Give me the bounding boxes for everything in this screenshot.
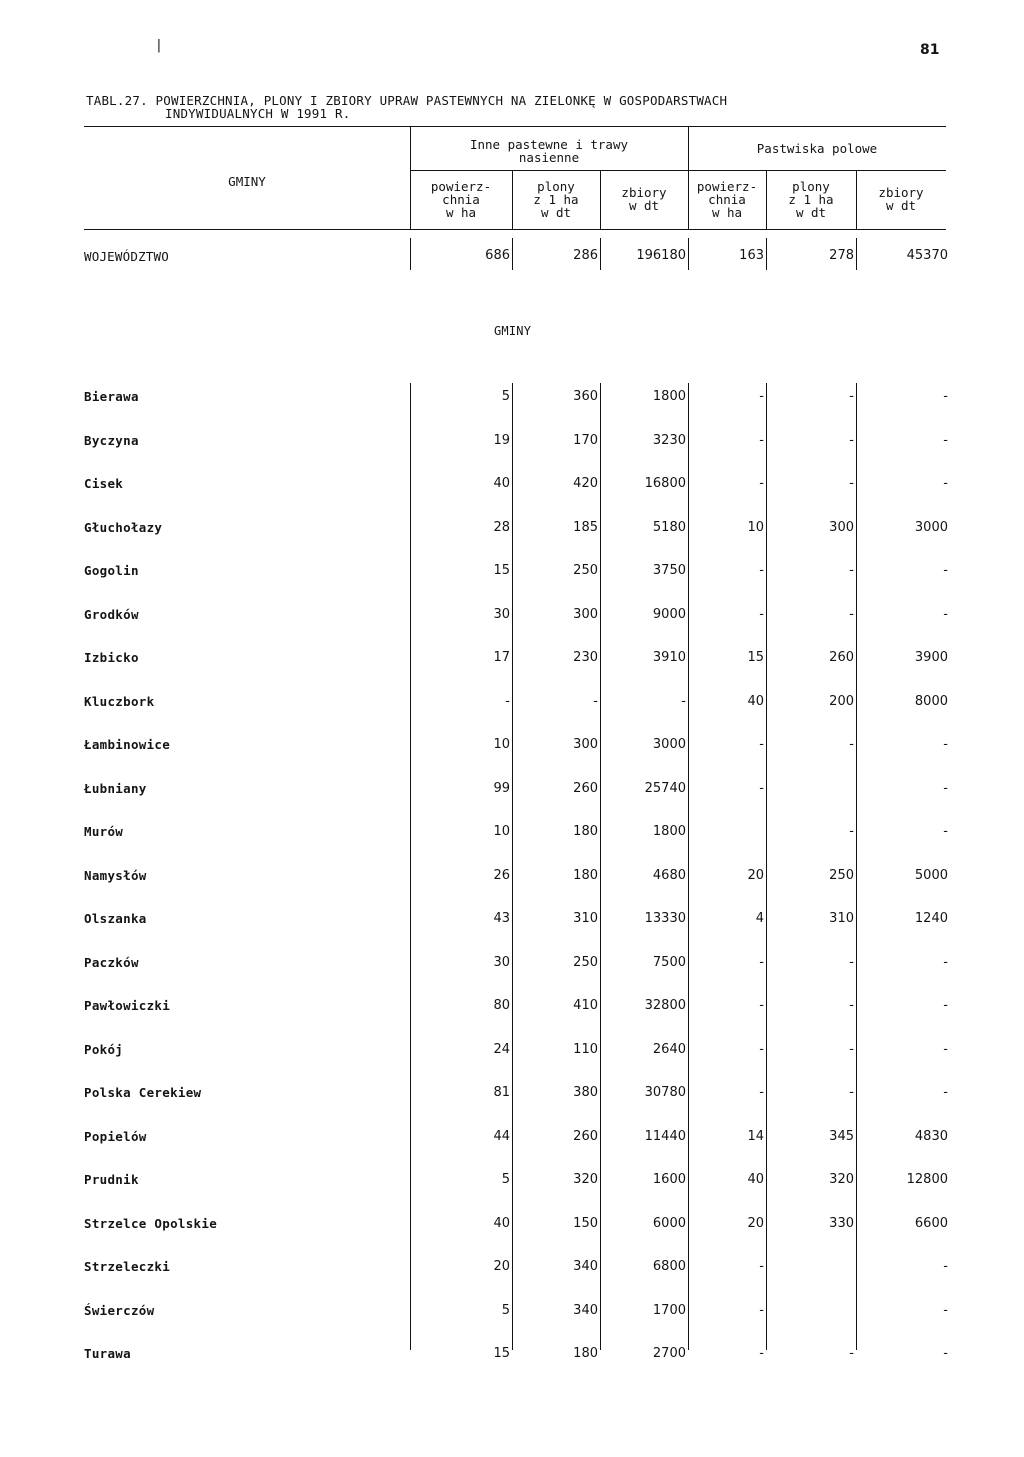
table-row-name: Izbicko bbox=[84, 650, 139, 665]
page-number: 81 bbox=[920, 42, 940, 58]
total-row-divider bbox=[856, 238, 857, 270]
table-cell: - bbox=[943, 1346, 948, 1361]
table-cell: 360 bbox=[573, 389, 598, 404]
table-cell: 19 bbox=[493, 432, 510, 448]
total-row-label: WOJEWÓDZTWO bbox=[84, 249, 169, 264]
total-row-divider bbox=[688, 238, 689, 270]
table-cell: 180 bbox=[573, 824, 598, 839]
table-row-name: Pokój bbox=[84, 1041, 124, 1057]
total-row-value: 686 bbox=[485, 248, 510, 263]
table-cell: - bbox=[849, 1085, 854, 1100]
table-cell: 150 bbox=[573, 1215, 598, 1231]
table-cell: 43 bbox=[493, 911, 510, 926]
table-column-divider bbox=[410, 383, 411, 1350]
table-cell: 3000 bbox=[914, 519, 948, 535]
table-cell: 320 bbox=[573, 1172, 598, 1187]
table-title-line-2: INDYWIDUALNYCH W 1991 R. bbox=[165, 106, 351, 121]
total-row-divider bbox=[512, 238, 513, 270]
section-label: GMINY bbox=[494, 324, 532, 338]
table-title-line-1: TABL.27. POWIERZCHNIA, PLONY I ZBIORY UPRAW PASTEWNYCH NA ZIELONKĘ W GOSPODARSTWACH bbox=[86, 93, 728, 108]
header-gminy: GMINY bbox=[228, 174, 266, 189]
table-cell: - bbox=[943, 476, 948, 491]
total-row-value: 286 bbox=[573, 248, 598, 263]
table-cell: 5000 bbox=[914, 867, 948, 883]
table-column-divider bbox=[766, 383, 767, 1350]
header-bottom-rule bbox=[84, 229, 946, 230]
table-cell: - bbox=[849, 998, 854, 1013]
table-row-name: Grodków bbox=[84, 606, 139, 622]
table-cell: - bbox=[943, 1085, 948, 1100]
total-row-value: 163 bbox=[739, 248, 764, 263]
table-cell: - bbox=[759, 737, 764, 752]
column-header: w ha bbox=[445, 205, 477, 220]
table-cell: 380 bbox=[573, 1085, 598, 1100]
table-cell: 20 bbox=[747, 1215, 764, 1231]
table-cell: 14 bbox=[747, 1128, 764, 1144]
header-group-rule bbox=[410, 170, 946, 171]
table-cell: 44 bbox=[493, 1128, 510, 1144]
table-cell: - bbox=[849, 432, 854, 448]
table-cell: - bbox=[943, 1302, 948, 1318]
column-header: zbiory bbox=[621, 185, 667, 200]
table-cell: 110 bbox=[573, 1041, 598, 1057]
table-cell: 310 bbox=[829, 911, 854, 926]
table-cell: 5 bbox=[501, 1172, 510, 1187]
table-row-name: Paczków bbox=[84, 954, 139, 970]
table-cell: - bbox=[943, 432, 948, 448]
table-cell: 260 bbox=[829, 650, 854, 665]
table-cell: 40 bbox=[747, 693, 764, 709]
column-header: w ha bbox=[711, 205, 743, 220]
table-cell: - bbox=[849, 606, 854, 622]
total-row-value: 196180 bbox=[636, 248, 686, 263]
table-cell: - bbox=[849, 389, 854, 404]
table-cell: 15 bbox=[493, 563, 510, 578]
table-cell: 6800 bbox=[652, 1259, 686, 1274]
table-cell: 30780 bbox=[644, 1085, 686, 1100]
table-cell: 300 bbox=[829, 519, 854, 535]
table-cell: - bbox=[943, 954, 948, 970]
table-cell: - bbox=[759, 1302, 764, 1318]
table-row-name: Łubniany bbox=[84, 780, 147, 796]
table-cell: - bbox=[943, 1041, 948, 1057]
table-cell: 32800 bbox=[644, 998, 686, 1013]
table-row-name: Cisek bbox=[84, 476, 124, 491]
table-row-name: Głuchołazy bbox=[84, 519, 163, 535]
table-cell: 340 bbox=[573, 1302, 598, 1318]
table-cell: 30 bbox=[493, 954, 510, 970]
table-cell: 230 bbox=[573, 650, 598, 665]
table-cell: 3910 bbox=[652, 650, 686, 665]
table-column-divider bbox=[688, 383, 689, 1350]
table-cell: 8000 bbox=[914, 693, 948, 709]
table-cell: - bbox=[849, 1346, 854, 1361]
table-cell: 410 bbox=[573, 998, 598, 1013]
table-cell: 30 bbox=[493, 606, 510, 622]
table-cell: - bbox=[849, 737, 854, 752]
table-cell: 5 bbox=[501, 389, 510, 404]
table-cell: - bbox=[505, 693, 510, 709]
column-header: plony bbox=[537, 179, 575, 194]
table-cell: 1800 bbox=[652, 389, 686, 404]
table-column-divider bbox=[856, 383, 857, 1350]
table-cell: 250 bbox=[573, 954, 598, 970]
table-cell: 4830 bbox=[914, 1128, 948, 1144]
table-cell: 13330 bbox=[644, 911, 686, 926]
table-cell: - bbox=[759, 563, 764, 578]
table-cell: 320 bbox=[829, 1172, 854, 1187]
table-cell: - bbox=[759, 476, 764, 491]
table-cell: - bbox=[593, 693, 598, 709]
table-cell: - bbox=[759, 1346, 764, 1361]
table-row-name: Prudnik bbox=[84, 1172, 139, 1187]
table-cell: 185 bbox=[573, 519, 598, 535]
table-cell: 1600 bbox=[652, 1172, 686, 1187]
table-cell: 24 bbox=[493, 1041, 510, 1057]
table-row-name: Byczyna bbox=[84, 432, 139, 448]
table-column-divider bbox=[512, 383, 513, 1350]
table-cell: - bbox=[849, 476, 854, 491]
table-cell: 40 bbox=[493, 476, 510, 491]
column-header: w dt bbox=[795, 205, 827, 220]
table-cell: - bbox=[759, 432, 764, 448]
table-cell: 2700 bbox=[652, 1346, 686, 1361]
table-cell: 1800 bbox=[652, 824, 686, 839]
table-row-name: Gogolin bbox=[84, 563, 139, 578]
table-cell: - bbox=[759, 1041, 764, 1057]
table-cell: 10 bbox=[747, 519, 764, 535]
table-cell: - bbox=[759, 780, 764, 796]
column-header: w dt bbox=[540, 205, 572, 220]
table-row-name: Olszanka bbox=[84, 911, 147, 926]
table-row-name: Polska Cerekiew bbox=[84, 1085, 202, 1100]
table-cell: 25740 bbox=[644, 780, 686, 796]
header-group-1-line-1: Inne pastewne i trawy bbox=[469, 137, 629, 152]
table-cell: 1700 bbox=[652, 1302, 686, 1318]
stray-mark: | bbox=[155, 38, 163, 53]
table-cell: - bbox=[759, 389, 764, 404]
table-cell: - bbox=[681, 693, 686, 709]
table-cell: 420 bbox=[573, 476, 598, 491]
table-cell: 10 bbox=[493, 737, 510, 752]
header-group-2: Pastwiska polowe bbox=[756, 141, 878, 156]
table-cell: 4 bbox=[755, 911, 764, 926]
table-cell: 40 bbox=[747, 1172, 764, 1187]
column-header: z 1 ha bbox=[788, 192, 834, 207]
table-row-name: Świerczów bbox=[84, 1302, 155, 1318]
table-cell: 26 bbox=[493, 867, 510, 883]
table-cell: - bbox=[759, 1085, 764, 1100]
table-row-name: Namysłów bbox=[84, 867, 147, 883]
table-row-name: Łambinowice bbox=[84, 737, 171, 752]
table-cell: 3900 bbox=[914, 650, 948, 665]
table-cell: 250 bbox=[573, 563, 598, 578]
table-cell: 20 bbox=[747, 867, 764, 883]
table-cell: 15 bbox=[747, 650, 764, 665]
table-row-name: Strzeleczki bbox=[84, 1259, 171, 1274]
table-row-name: Strzelce Opolskie bbox=[84, 1215, 218, 1231]
total-row-value: 278 bbox=[829, 248, 854, 263]
table-cell: - bbox=[943, 737, 948, 752]
table-row-name: Pawłowiczki bbox=[84, 998, 171, 1013]
table-cell: 12800 bbox=[906, 1172, 948, 1187]
column-header: chnia bbox=[708, 192, 746, 207]
table-cell: 4680 bbox=[652, 867, 686, 883]
table-cell: 99 bbox=[493, 780, 510, 796]
table-cell: 3000 bbox=[652, 737, 686, 752]
table-cell: 81 bbox=[493, 1085, 510, 1100]
table-cell: 20 bbox=[493, 1259, 510, 1274]
table-cell: 300 bbox=[573, 737, 598, 752]
column-header: plony bbox=[792, 179, 830, 194]
total-row-value: 45370 bbox=[906, 248, 948, 263]
table-cell: - bbox=[943, 389, 948, 404]
table-cell: - bbox=[759, 954, 764, 970]
table-row-name: Kluczbork bbox=[84, 693, 155, 709]
table-cell: 10 bbox=[493, 824, 510, 839]
table-cell: 310 bbox=[573, 911, 598, 926]
total-row-divider bbox=[600, 238, 601, 270]
table-row-name: Turawa bbox=[84, 1346, 131, 1361]
column-header: powierz- bbox=[430, 179, 492, 194]
table-cell: 180 bbox=[573, 867, 598, 883]
table-cell: 200 bbox=[829, 693, 854, 709]
header-group-1-line-2: nasienne bbox=[518, 150, 580, 165]
column-header: zbiory bbox=[878, 185, 924, 200]
table-cell: 170 bbox=[573, 432, 598, 448]
table-cell: 5180 bbox=[652, 519, 686, 535]
table-cell: 345 bbox=[829, 1128, 854, 1144]
table-cell: - bbox=[943, 563, 948, 578]
table-cell: 250 bbox=[829, 867, 854, 883]
table-cell: - bbox=[849, 954, 854, 970]
column-header: w dt bbox=[885, 198, 917, 213]
table-cell: 3750 bbox=[652, 563, 686, 578]
table-cell: 1240 bbox=[914, 911, 948, 926]
table-cell: - bbox=[943, 824, 948, 839]
table-cell: 6600 bbox=[914, 1215, 948, 1231]
table-cell: 40 bbox=[493, 1215, 510, 1231]
table-cell: 3230 bbox=[652, 432, 686, 448]
table-cell: 28 bbox=[493, 519, 510, 535]
header-top-rule bbox=[84, 126, 946, 127]
table-cell: 16800 bbox=[644, 476, 686, 491]
table-row-name: Bierawa bbox=[84, 389, 139, 404]
total-row-divider bbox=[410, 238, 411, 270]
table-cell: 7500 bbox=[652, 954, 686, 970]
table-cell: 300 bbox=[573, 606, 598, 622]
table-cell: 260 bbox=[573, 1128, 598, 1144]
table-cell: 260 bbox=[573, 780, 598, 796]
table-cell: - bbox=[943, 998, 948, 1013]
table-cell: - bbox=[759, 1259, 764, 1274]
table-cell: 15 bbox=[493, 1346, 510, 1361]
table-row-name: Popielów bbox=[84, 1128, 147, 1144]
table-row-name: Murów bbox=[84, 824, 124, 839]
table-cell: - bbox=[849, 1041, 854, 1057]
table-cell: 11440 bbox=[644, 1128, 686, 1144]
table-column-divider bbox=[600, 383, 601, 1350]
table-cell: - bbox=[759, 998, 764, 1013]
column-header: powierz- bbox=[696, 179, 758, 194]
table-cell: 180 bbox=[573, 1346, 598, 1361]
table-cell: - bbox=[943, 780, 948, 796]
table-cell: - bbox=[943, 606, 948, 622]
table-cell: 330 bbox=[829, 1215, 854, 1231]
table-cell: 6000 bbox=[652, 1215, 686, 1231]
table-cell: 340 bbox=[573, 1259, 598, 1274]
table-cell: 5 bbox=[501, 1302, 510, 1318]
table-cell: 80 bbox=[493, 998, 510, 1013]
table-cell: - bbox=[943, 1259, 948, 1274]
column-header: z 1 ha bbox=[533, 192, 579, 207]
table-cell: - bbox=[849, 563, 854, 578]
table-cell: 9000 bbox=[652, 606, 686, 622]
table-cell: 2640 bbox=[652, 1041, 686, 1057]
table-cell: - bbox=[759, 606, 764, 622]
column-header: w dt bbox=[628, 198, 660, 213]
table-cell: - bbox=[849, 824, 854, 839]
column-header: chnia bbox=[442, 192, 480, 207]
table-cell: 17 bbox=[493, 650, 510, 665]
total-row-divider bbox=[766, 238, 767, 270]
